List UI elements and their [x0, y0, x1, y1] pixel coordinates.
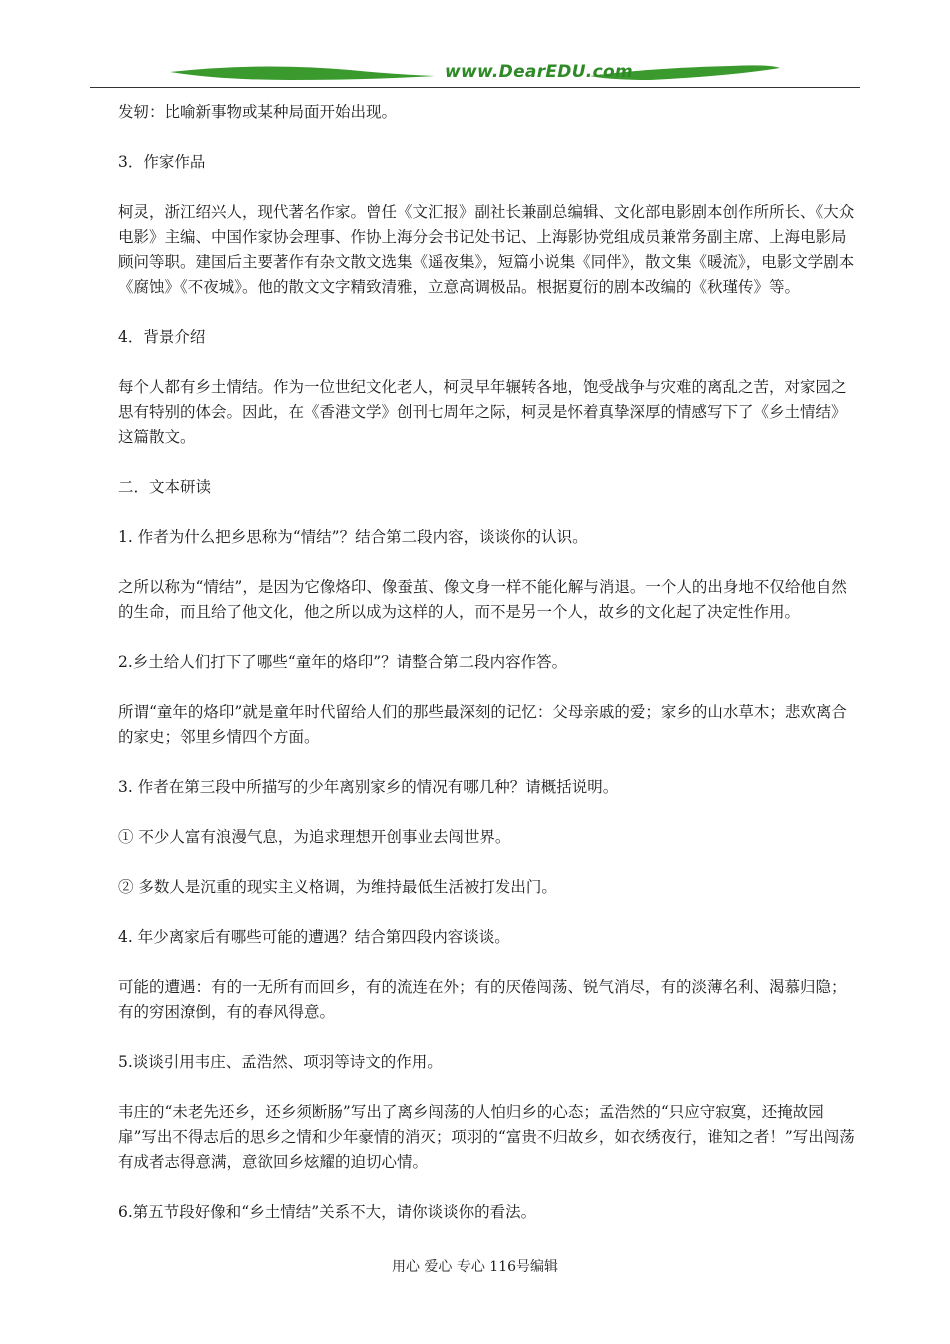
page-footer: 用心 爱心 专心 116号编辑 [391, 1259, 559, 1275]
paragraph: 发轫：比喻新事物或某种局面开始出现。 [118, 103, 398, 121]
answer-item: ① 不少人富有浪漫气息，为追求理想开创事业去闯世界。 [118, 828, 511, 846]
section-heading: 3．作家作品 [118, 153, 206, 171]
site-logo: www.DearEDU.com [445, 62, 633, 82]
question: 1. 作者为什么把乡思称为“情结”？结合第二段内容，谈谈你的认识。 [118, 528, 588, 546]
answer-item: ② 多数人是沉重的现实主义格调，为维持最低生活被打发出门。 [118, 878, 557, 896]
question: 6.第五节段好像和“乡土情结”关系不大，请你谈谈你的看法。 [118, 1203, 537, 1221]
question: 2.乡土给人们打下了哪些“童年的烙印”？请整合第二段内容作答。 [118, 653, 568, 671]
answer: 韦庄的“未老先还乡，还乡须断肠”写出了离乡闯荡的人怕归乡的心态；孟浩然的“只应守寂寞，还掩故园扉”写出不得志后的思乡之情和少年豪情的消灭；项羽的“富贵不归故乡，如衣绣夜行，谁知之者！”写出闯荡有成者志得意满，意欲回乡炫耀的迫切心情。 [118, 1103, 855, 1171]
question: 5.谈谈引用韦庄、孟浩然、项羽等诗文的作用。 [118, 1053, 443, 1071]
answer: 所谓“童年的烙印”就是童年时代留给人们的那些最深刻的记忆：父母亲戚的爱；家乡的山水草木；悲欢离合的家史；邻里乡情四个方面。 [118, 703, 847, 746]
answer: 之所以称为“情结”，是因为它像烙印、像蚕茧、像文身一样不能化解与消退。一个人的出身地不仅给他自然的生命，而且给了他文化，他之所以成为这样的人，而不是另一个人，故乡的文化起了决定性作用。 [118, 578, 847, 621]
paragraph: 每个人都有乡土情结。作为一位世纪文化老人，柯灵早年辗转各地，饱受战争与灾难的离乱之苦，对家园之思有特别的体会。因此，在《香港文学》创刊七周年之际，柯灵是怀着真挚深厚的情感写下了《乡土情结》这篇散文。 [118, 378, 847, 446]
answer: 可能的遭遇：有的一无所有而回乡，有的流连在外；有的厌倦闯荡、锐气消尽，有的淡薄名利、渴慕归隐；有的穷困潦倒，有的春风得意。 [118, 978, 847, 1021]
page-header [90, 58, 860, 90]
question: 3. 作者在第三段中所描写的少年离别家乡的情况有哪几种？请概括说明。 [118, 778, 619, 796]
paragraph: 柯灵，浙江绍兴人，现代著名作家。曾任《文汇报》副社长兼副总编辑、文化部电影剧本创作所所长、《大众电影》主编、中国作家协会理事、作协上海分会书记处书记、上海影协党组成员兼常务副主席、上海电影局顾问等职。建国后主要著作有杂文散文选集《遥夜集》，短篇小说集《同伴》，散文集《暖流》，电影文学剧本《腐蚀》《不夜城》。他的散文文字精致清雅，立意高调极品。根据夏衍的剧本改编的《秋瑾传》等。 [118, 203, 855, 296]
section-heading: 4．背景介绍 [118, 328, 206, 346]
header-rule [90, 87, 860, 88]
section-heading: 二．文本研读 [118, 478, 212, 496]
document-body [118, 98, 860, 1225]
question: 4. 年少离家后有哪些可能的遭遇？结合第四段内容谈谈。 [118, 928, 510, 946]
